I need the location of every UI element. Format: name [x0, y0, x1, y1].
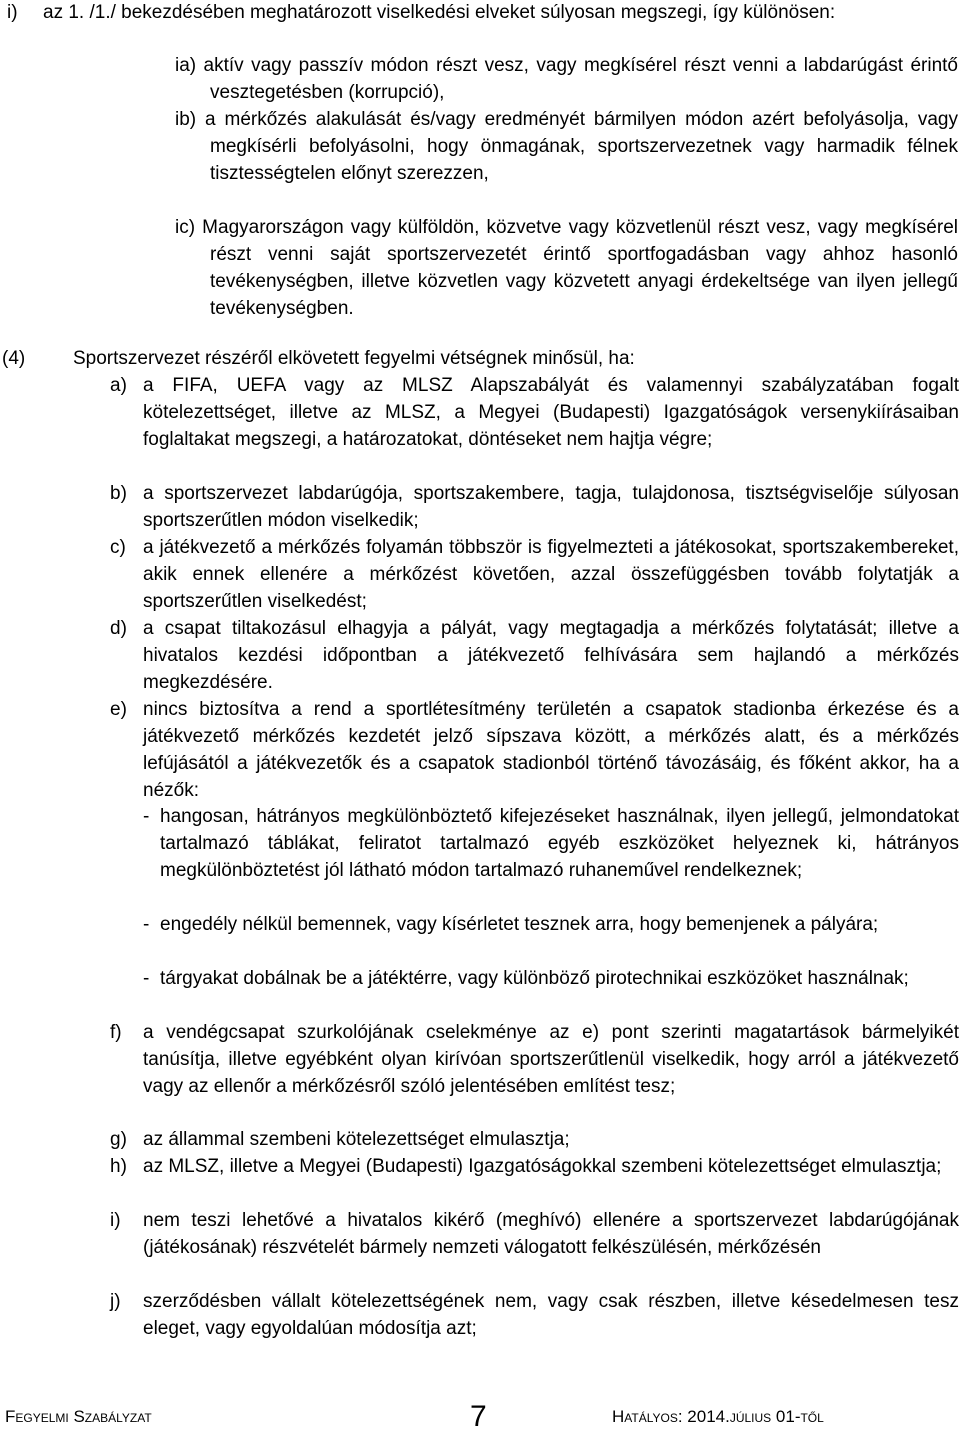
item-text: nincs biztosítva a rend a sportlétesítmény területén a csapatok stadionba érkezése és a játékvezető mérkőzés kezdetét jelző sípszava között, a mérkőzés alatt, és a mérkőzés lefújásától a játékvezetők és a csapatok stadionból történő távozásáig, és főként akkor, ha a nézők: — [143, 699, 959, 801]
item-text: nem teszi lehetővé a hivatalos kikérő (meghívó) ellenére a sportszervezet labdarúgójának (játékosának) részvételét bármely nemzeti válogatott felkészülésén, mérkőzésén — [143, 1210, 959, 1258]
item-h — [110, 1154, 959, 1181]
item-b — [110, 481, 959, 535]
item-label: g) — [110, 1129, 127, 1150]
item-text: szerződésben vállalt kötelezettségének nem, vagy csak részben, illetve késedelmesen tesz eleget, vagy egyoldalúan módosítja azt; — [143, 1291, 959, 1339]
item-d — [110, 616, 959, 697]
item-j — [110, 1289, 959, 1343]
item-text: az MLSZ, illetve a Megyei (Budapesti) Igazgatóságokkal szembeni kötelezettséget elmulasztja; — [143, 1156, 942, 1177]
sub-item-ia — [175, 53, 958, 107]
item-label: h) — [110, 1156, 127, 1177]
dash-text: engedély nélkül bemennek, vagy kísérletet tesznek arra, hogy bemenjenek a pályára; — [160, 914, 879, 935]
sub-item-ic — [175, 215, 958, 323]
item-g — [110, 1127, 959, 1154]
item-label: c) — [110, 537, 126, 558]
item-text: a játékvezető a mérkőzés folyamán többször is figyelmezteti a játékosokat, sportszakembereket, akik ennek ellenére a mérkőzést követően, azzal összefüggésben tovább folytatják a sportszerűtlen viselkedést; — [143, 537, 959, 612]
dash-text: hangosan, hátrányos megkülönböztető kifejezéseket használnak, ilyen jellegű, jelmondatokat tartalmazó táblákat, feliratot tartalmazó egyéb eszközöket helyeznek ki, hátrányos megkülönböztetést jól látható módon tartalmazó ruhaneművel rendelkeznek; — [160, 806, 959, 881]
item-e — [110, 697, 959, 805]
item-text: a vendégcsapat szurkolójának cselekménye az e) pont szerinti magatartások bármelyikét tanúsítja, illetve egyébként olyan kirívóan sportszerűtlenül viselkedik, hogy arról a játékvezető vagy az ellenőr a mérkőzésről szóló jelentésében említést tesz; — [143, 1022, 959, 1097]
item-label: d) — [110, 618, 127, 639]
dash-text: tárgyakat dobálnak be a játéktérre, vagy különböző pirotechnikai eszközöket használnak; — [160, 968, 909, 989]
footer-effective-date: Hatályos: 2014.július 01-től — [612, 1407, 824, 1426]
item-text: a FIFA, UEFA vagy az MLSZ Alapszabályát és valamennyi szabályzatában fogalt kötelezettséget, illetve az MLSZ, a Megyei (Budapesti) Igazgatóságok versenykiírásaiban foglaltakat megszegi, a határozatokat, döntéseket nem hajtja végre; — [143, 375, 959, 450]
sub-item-ib — [175, 107, 958, 188]
item-label: i) — [110, 1210, 121, 1231]
dash-label: - — [143, 968, 150, 989]
dash-label: - — [143, 806, 150, 827]
item-text: a sportszervezet labdarúgója, sportszakembere, tagja, tulajdonosa, tisztségviselője súlyosan sportszerűtlen módon viselkedik; — [143, 483, 959, 531]
sub-item-text: ia) aktív vagy passzív módon részt vesz, vagy megkísérel részt venni a labdarúgást érintő vesztegetésben (korrupció), — [175, 55, 958, 103]
section-i-text: az 1. /1./ bekezdésében meghatározott viselkedési elveket súlyosan megszegi, így különösen: — [43, 2, 836, 23]
sub-item-text: ib) a mérkőzés alakulását és/vagy eredményét bármilyen módon azért befolyásolja, vagy megkísérli befolyásolni, hogy önmagának, sportszervezetnek vagy harmadik félnek tisztességtelen előnyt szerezzen, — [175, 109, 958, 184]
section-4-label: (4) — [2, 348, 26, 369]
section-i-label: i) — [7, 2, 18, 23]
dash-item-1 — [143, 804, 959, 885]
dash-item-3 — [143, 966, 959, 993]
dash-item-2 — [143, 912, 959, 939]
section-4-title: Sportszervezet részéről elkövetett fegyelmi vétségnek minősül, ha: — [73, 348, 635, 369]
item-label: f) — [110, 1022, 122, 1043]
item-a — [110, 373, 959, 454]
sub-item-text: ic) Magyarországon vagy külföldön, közvetve vagy közvetlenül részt vesz, vagy megkísérel részt venni saját sportszervezetét érintő sportfogadásban vagy ahhoz hasonló tevékenységben, illetve közvetlen vagy közvetett anyagi érdekeltsége van ilyen jellegű tevékenységben. — [175, 217, 958, 319]
item-label: a) — [110, 375, 127, 396]
page-number: 7 — [470, 1400, 487, 1433]
item-text: az állammal szembeni kötelezettséget elmulasztja; — [143, 1129, 570, 1150]
item-text: a csapat tiltakozásul elhagyja a pályát, vagy megtagadja a mérkőzés folytatását; illetve a hivatalos kezdési időpontban a játékvezető felhívására sem hajlandó a mérkőzés megkezdésére. — [143, 618, 959, 693]
item-label: e) — [110, 699, 127, 720]
item-label: b) — [110, 483, 127, 504]
dash-label: - — [143, 914, 150, 935]
item-label: j) — [110, 1291, 121, 1312]
item-f — [110, 1020, 959, 1101]
section-i — [7, 0, 959, 27]
item-i — [110, 1208, 959, 1262]
item-c — [110, 535, 959, 616]
footer-title: Fegyelmi Szabályzat — [5, 1407, 152, 1426]
